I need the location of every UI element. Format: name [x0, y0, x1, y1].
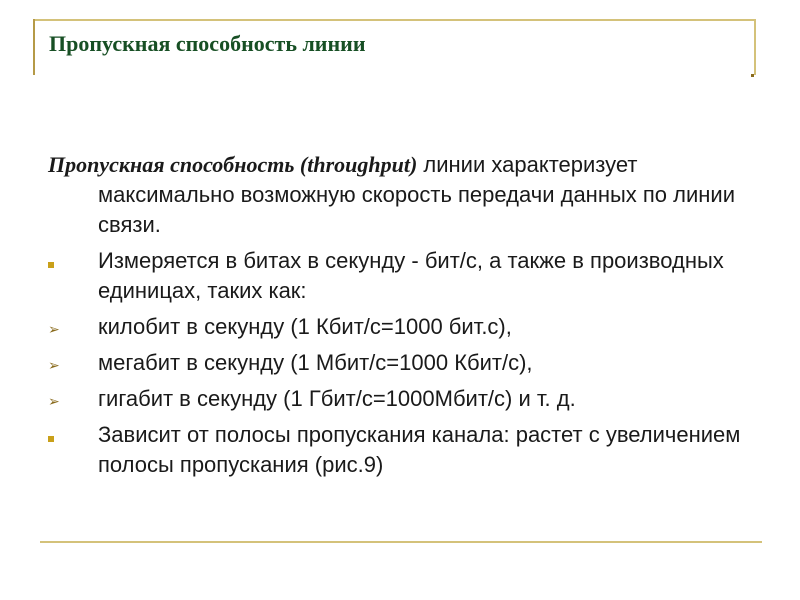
list-item-text: гигабит в секунду (1 Гбит/с=1000Мбит/с) и т. д. [98, 386, 576, 411]
slide-title: Пропускная способность линии [49, 31, 366, 56]
arrow-bullet-icon: ➢ [48, 321, 60, 337]
list-item-text: мегабит в секунду (1 Мбит/с=1000 Кбит/с), [98, 350, 533, 375]
square-bullet-icon [48, 246, 68, 276]
list-item-text: Измеряется в битах в секунду - бит/с, а также в производных единицах, таких как: [98, 248, 724, 303]
title-frame-left [33, 19, 35, 75]
title-frame-right [754, 19, 756, 75]
title-corner-dot [751, 74, 754, 77]
intro-text: линии характеризует максимально возможную скорость передачи данных по линии связи. [98, 152, 736, 237]
title-frame-top [33, 19, 755, 21]
intro-paragraph [48, 150, 748, 240]
arrow-bullet-icon: ➢ [48, 357, 60, 373]
list-item [48, 246, 748, 306]
intro-term: Пропускная способность (throughput) [48, 152, 418, 177]
arrow-bullet-icon: ➢ [48, 393, 60, 409]
list-item-text: килобит в секунду (1 Кбит/с=1000 бит.с), [98, 314, 512, 339]
list-item-text: Зависит от полосы пропускания канала: растет с увеличением полосы пропускания (рис.9) [98, 422, 741, 477]
slide-content [48, 150, 748, 486]
list-item [48, 348, 748, 378]
list-item [48, 384, 748, 414]
square-bullet-icon [48, 420, 68, 450]
list-item [48, 420, 748, 480]
list-item [48, 312, 748, 342]
footer-divider [40, 541, 762, 543]
